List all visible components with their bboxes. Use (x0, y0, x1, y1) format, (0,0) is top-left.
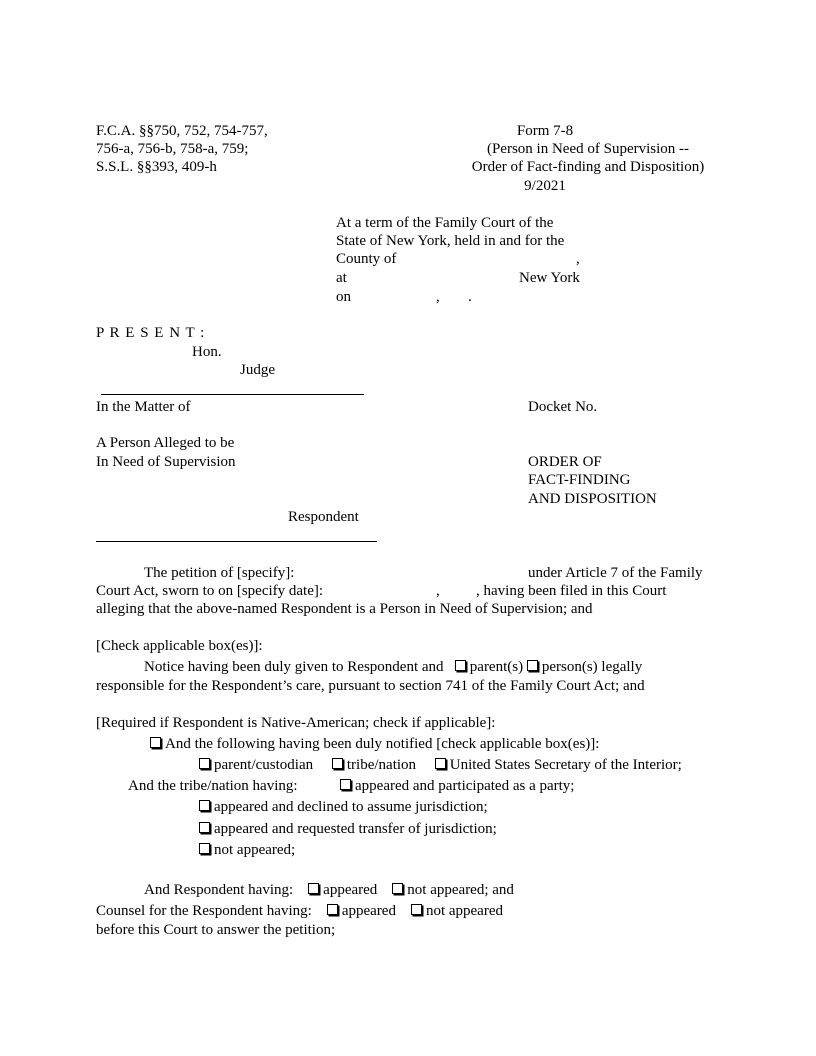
notified-parties-row (199, 756, 682, 774)
tribe-nation-label: tribe/nation (346, 757, 417, 773)
appeared-participated-label: appeared and participated as a party; (355, 778, 575, 794)
form-number: Form 7-8 (516, 123, 574, 139)
respondent-having-label: And Respondent having: (144, 882, 294, 898)
petition-sworn-label: Court Act, sworn to on [specify date]: (96, 583, 324, 599)
form-description-line-1: (Person in Need of Supervision -- (486, 141, 690, 157)
judge-label: Judge (240, 362, 275, 378)
notified-text: And the following having been duly notified [check applicable box(es)]: (165, 736, 600, 752)
persons-legally-responsible-checkbox[interactable] (527, 660, 538, 671)
counsel-appeared-label: appeared (341, 903, 396, 919)
answer-petition-text: before this Court to answer the petition; (96, 922, 336, 938)
caption-top-rule (101, 394, 364, 395)
at-label: at (336, 270, 347, 286)
statute-citation-line-3: S.S.L. §§393, 409-h (96, 159, 217, 175)
appeared-participated-option (340, 777, 574, 795)
notified-line (150, 735, 599, 753)
county-comma: , (576, 251, 580, 267)
petition-date-separator: , (436, 583, 440, 599)
persons-legally-option-label: person(s) legally (541, 659, 643, 675)
petition-article-text: under Article 7 of the Family (528, 565, 703, 581)
in-the-matter-of: In the Matter of (96, 399, 191, 415)
order-title-line-1: ORDER OF (528, 454, 602, 470)
counsel-not-appeared-checkbox[interactable] (411, 904, 422, 915)
appeared-requested-label: appeared and requested transfer of jurisdiction; (214, 821, 497, 837)
us-secretary-checkbox[interactable] (435, 758, 446, 769)
counsel-not-appeared-label: not appeared (425, 903, 503, 919)
respondent-label: Respondent (288, 509, 359, 525)
hon-label: Hon. (192, 344, 222, 360)
appeared-participated-checkbox[interactable] (340, 779, 351, 790)
appeared-requested-checkbox[interactable] (199, 822, 210, 833)
notice-responsible-text: responsible for the Respondent’s care, pursuant to section 741 of the Family Court Act; and (96, 678, 645, 694)
present-label: P R E S E N T : (96, 325, 206, 341)
form-description-line-2: Order of Fact-finding and Disposition) (471, 159, 705, 175)
alleged-person-line-2: In Need of Supervision (96, 454, 236, 470)
parent-custodian-checkbox[interactable] (199, 758, 210, 769)
date-separator-2: . (468, 289, 472, 305)
native-american-heading: [Required if Respondent is Native-American; check if applicable]: (96, 715, 496, 731)
statute-citation-line-1: F.C.A. §§750, 752, 754-757, (96, 123, 268, 139)
petition-filed-text: , having been filed in this Court (476, 583, 667, 599)
us-secretary-label: United States Secretary of the Interior; (449, 757, 682, 773)
petition-alleging-text: alleging that the above-named Respondent is a Person in Need of Supervision; and (96, 601, 593, 617)
form-revision-date: 9/2021 (524, 178, 566, 194)
date-separator-1: , (436, 289, 440, 305)
counsel-having-label: Counsel for the Respondent having: (96, 903, 312, 919)
parents-checkbox[interactable] (455, 660, 466, 671)
respondent-appeared-label: appeared (323, 882, 378, 898)
state-name: New York (519, 270, 580, 286)
order-title-line-2: FACT-FINDING (528, 472, 631, 488)
tribe-not-appeared-option (199, 841, 295, 859)
parents-option-label: parent(s) (469, 659, 524, 675)
notice-text: Notice having been duly given to Respondent and (144, 659, 444, 675)
check-applicable-heading: [Check applicable box(es)]: (96, 638, 263, 654)
parent-custodian-label: parent/custodian (214, 757, 314, 773)
caption-bottom-rule (96, 541, 377, 542)
order-title-line-3: AND DISPOSITION (528, 491, 657, 507)
appeared-declined-option (199, 798, 488, 816)
tribe-nation-having-label: And the tribe/nation having: (128, 778, 298, 794)
notice-line (144, 658, 642, 676)
tribe-not-appeared-checkbox[interactable] (199, 843, 210, 854)
docket-number-label: Docket No. (528, 399, 598, 415)
statute-citation-line-2: 756-a, 756-b, 758-a, 759; (96, 141, 249, 157)
respondent-having-row (144, 881, 514, 899)
respondent-appeared-checkbox[interactable] (308, 883, 319, 894)
tribe-nation-checkbox[interactable] (332, 758, 343, 769)
court-term-line-1: At a term of the Family Court of the (336, 215, 554, 231)
on-label: on (336, 289, 351, 305)
appeared-declined-label: appeared and declined to assume jurisdiction; (214, 799, 488, 815)
counsel-having-row (96, 902, 503, 920)
appeared-declined-checkbox[interactable] (199, 800, 210, 811)
petition-of-label: The petition of [specify]: (144, 565, 295, 581)
tribe-not-appeared-label: not appeared; (214, 842, 296, 858)
respondent-not-appeared-checkbox[interactable] (392, 883, 403, 894)
notified-checkbox[interactable] (150, 737, 161, 748)
alleged-person-line-1: A Person Alleged to be (96, 435, 235, 451)
county-label: County of (336, 251, 397, 267)
counsel-appeared-checkbox[interactable] (327, 904, 338, 915)
respondent-not-appeared-label: not appeared; and (407, 882, 514, 898)
appeared-requested-option (199, 820, 497, 838)
court-term-line-2: State of New York, held in and for the (336, 233, 565, 249)
